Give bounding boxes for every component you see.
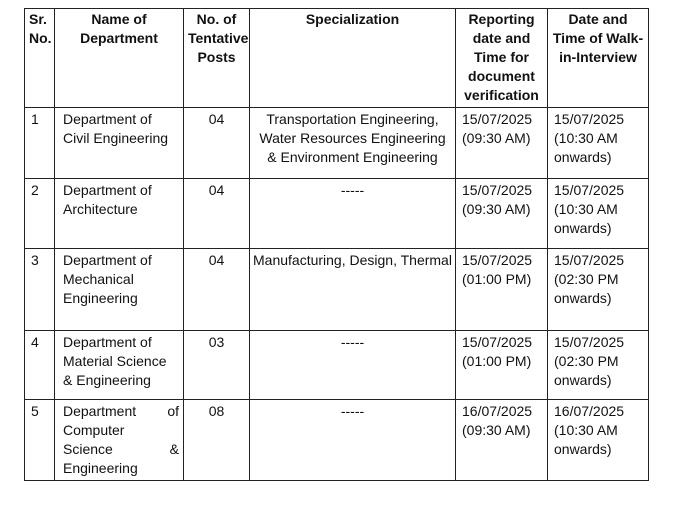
header-interview: Date and Time of Walk-in-Interview	[548, 9, 649, 108]
cell-posts: 04	[184, 179, 250, 249]
cell-sr-no: 4	[25, 331, 55, 400]
table-row	[25, 400, 649, 481]
header-tentative-posts: No. of Tentative Posts	[184, 9, 250, 108]
cell-interview: 15/07/2025 (10:30 AM onwards)	[548, 108, 649, 179]
cell-sr-no: 5	[25, 400, 55, 481]
department-line: Engineering	[63, 460, 138, 476]
table-row	[25, 249, 649, 331]
table-row	[25, 179, 649, 249]
cell-specialization: -----	[250, 179, 456, 249]
cell-reporting: 15/07/2025 (09:30 AM)	[456, 108, 548, 179]
department-line: Science &	[63, 441, 179, 457]
table-header-row	[25, 9, 649, 108]
cell-interview: 15/07/2025 (10:30 AM onwards)	[548, 179, 649, 249]
cell-department: Department of Civil Engineering	[55, 108, 184, 179]
header-specialization: Specialization	[250, 9, 456, 108]
cell-reporting: 15/07/2025 (09:30 AM)	[456, 179, 548, 249]
cell-posts: 04	[184, 249, 250, 331]
cell-specialization: Transportation Engineering, Water Resources Engineering & Environment Engineering	[250, 108, 456, 179]
cell-sr-no: 1	[25, 108, 55, 179]
cell-posts: 08	[184, 400, 250, 481]
cell-specialization: -----	[250, 400, 456, 481]
table-row	[25, 108, 649, 179]
cell-posts: 03	[184, 331, 250, 400]
department-line: Department of	[63, 403, 179, 419]
cell-specialization: -----	[250, 331, 456, 400]
cell-department	[55, 400, 184, 481]
cell-reporting: 16/07/2025 (09:30 AM)	[456, 400, 548, 481]
cell-interview: 16/07/2025 (10:30 AM onwards)	[548, 400, 649, 481]
cell-reporting: 15/07/2025 (01:00 PM)	[456, 249, 548, 331]
cell-department: Department of Mechanical Engineering	[55, 249, 184, 331]
cell-sr-no: 3	[25, 249, 55, 331]
cell-interview: 15/07/2025 (02:30 PM onwards)	[548, 331, 649, 400]
cell-specialization: Manufacturing, Design, Thermal	[250, 249, 456, 331]
cell-interview: 15/07/2025 (02:30 PM onwards)	[548, 249, 649, 331]
table-row	[25, 331, 649, 400]
header-reporting: Reporting date and Time for document verification	[456, 9, 548, 108]
header-sr-no: Sr. No.	[25, 9, 55, 108]
department-schedule-table	[24, 8, 649, 481]
cell-department: Department of Architecture	[55, 179, 184, 249]
cell-reporting: 15/07/2025 (01:00 PM)	[456, 331, 548, 400]
cell-posts: 04	[184, 108, 250, 179]
cell-sr-no: 2	[25, 179, 55, 249]
cell-department: Department of Material Science & Engineering	[55, 331, 184, 400]
department-line: Computer	[63, 422, 125, 438]
header-department: Name of Department	[55, 9, 184, 108]
